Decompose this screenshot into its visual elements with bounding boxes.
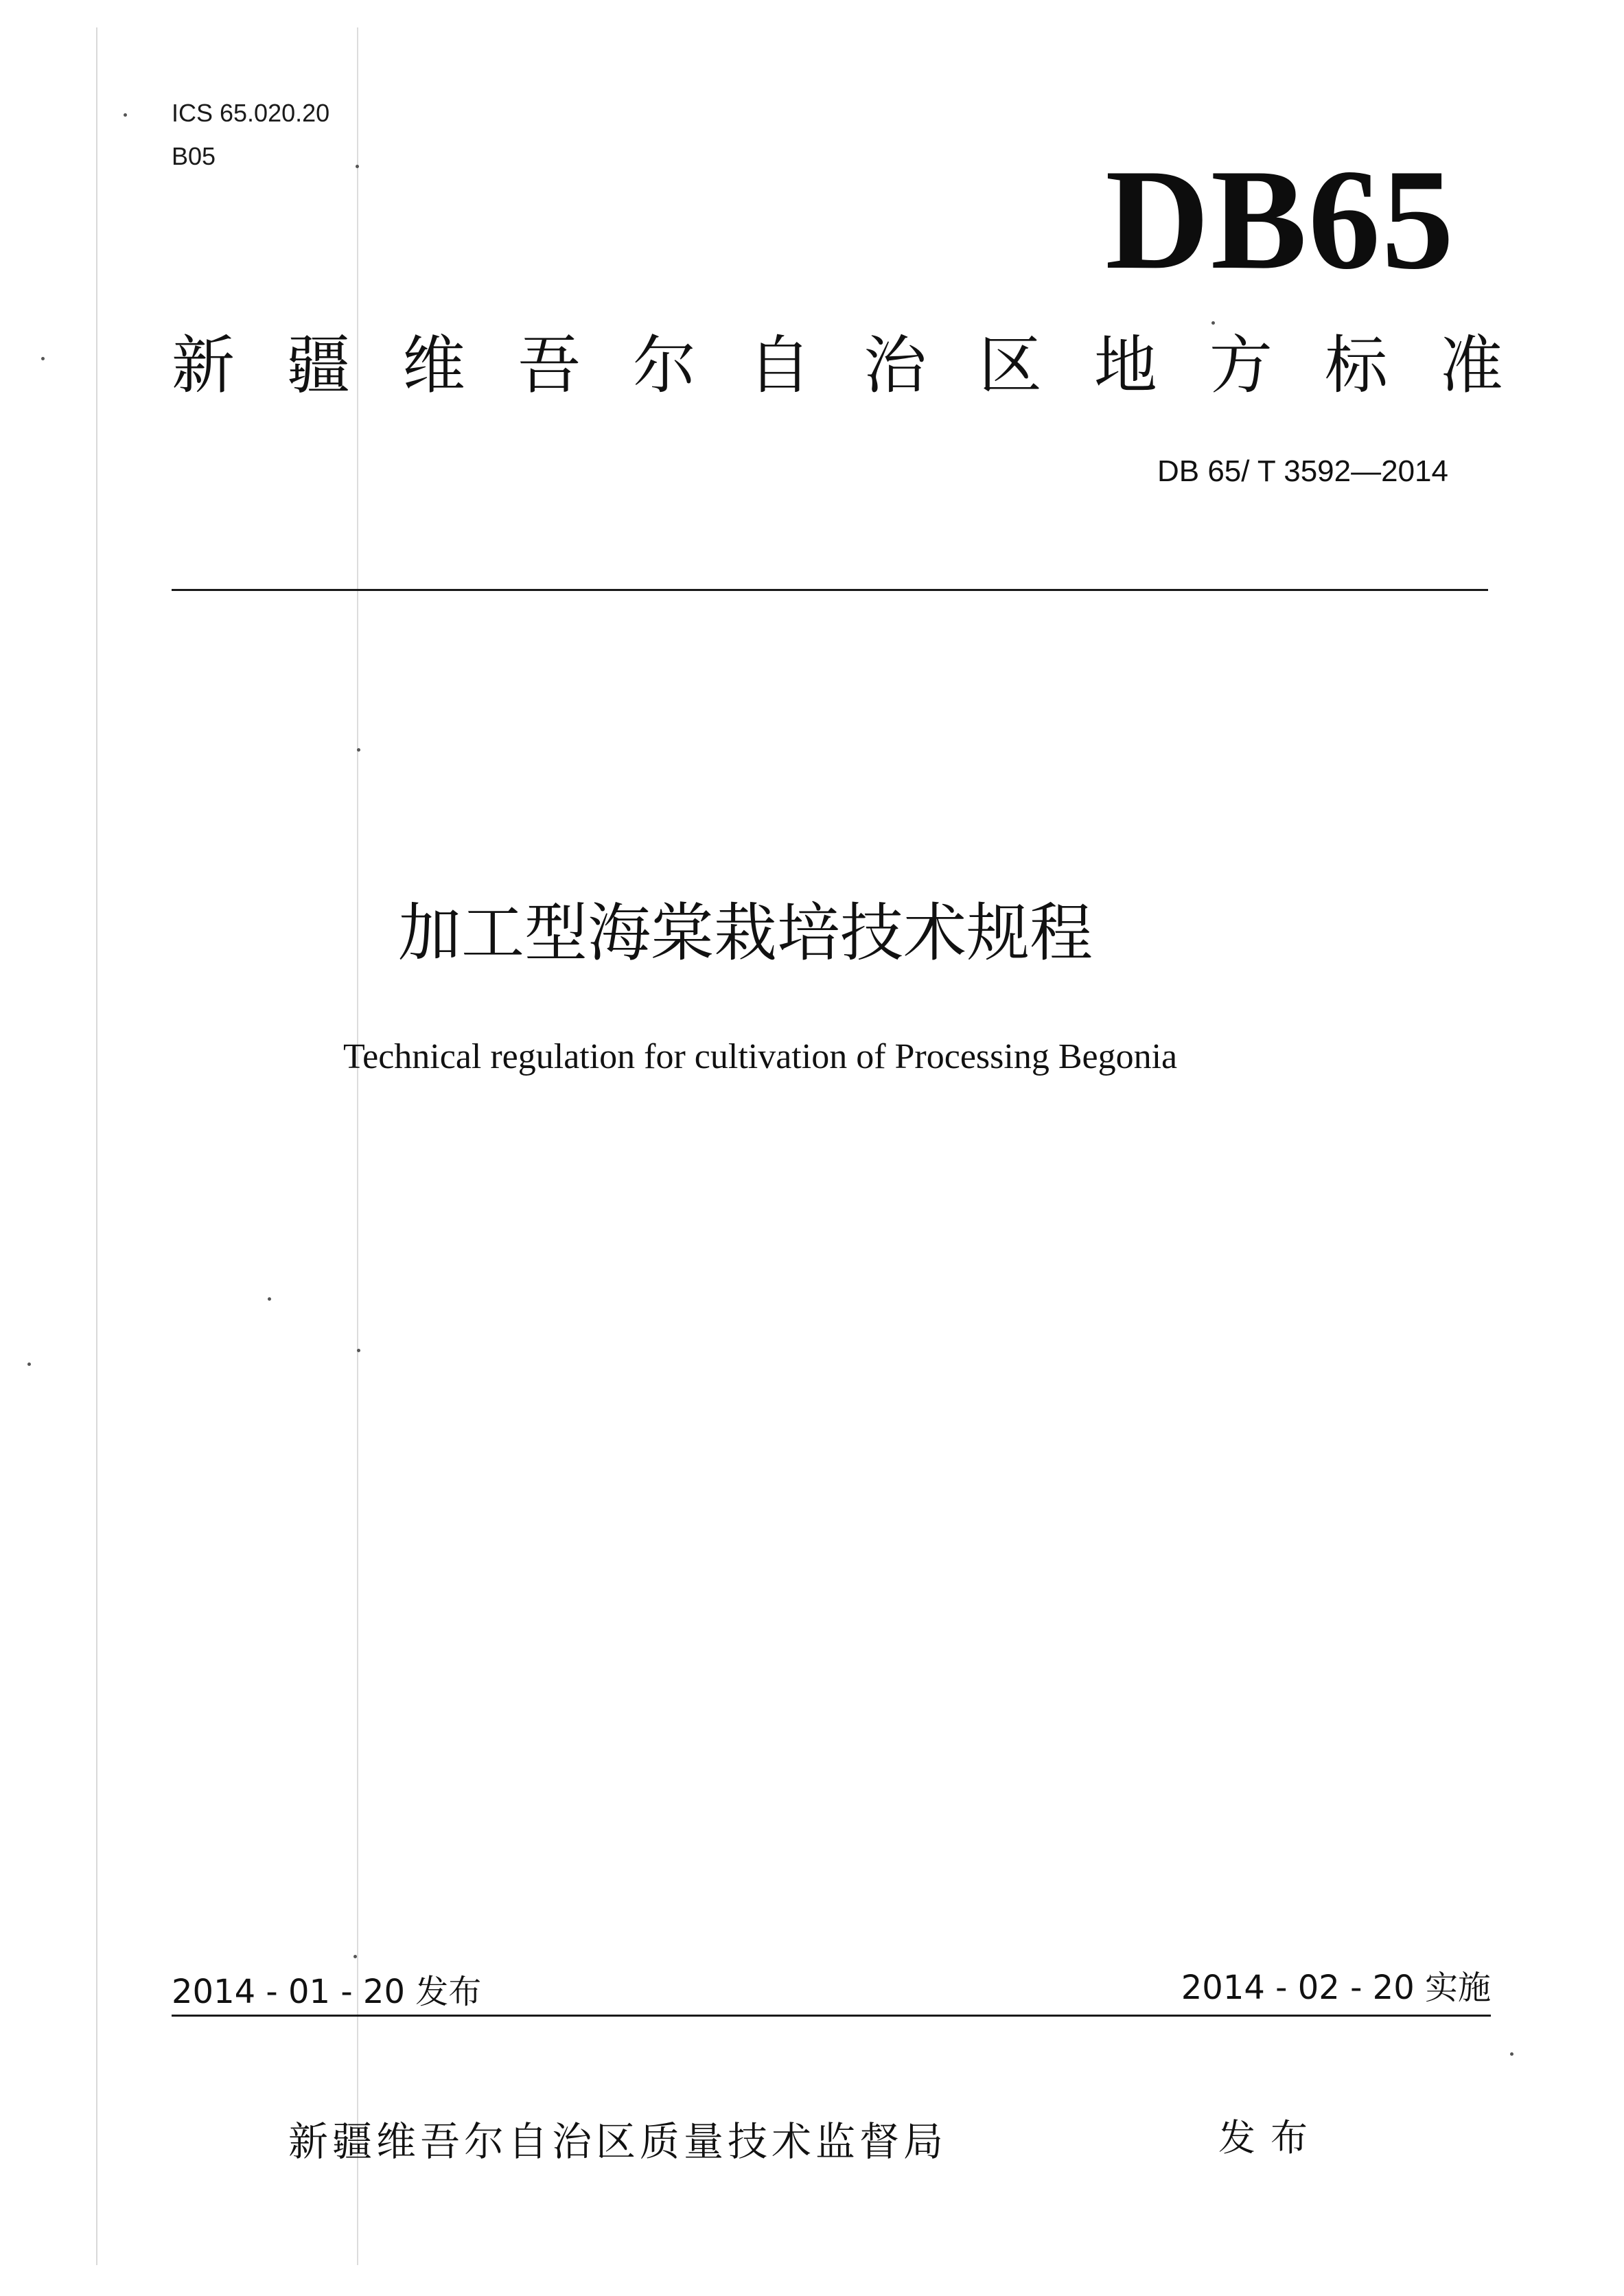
scan-speck bbox=[357, 748, 360, 752]
header-divider bbox=[172, 589, 1488, 591]
standard-type-char: 标 bbox=[1324, 329, 1388, 402]
standard-type-char: 区 bbox=[978, 329, 1042, 402]
ccs-code: B05 bbox=[172, 142, 216, 170]
scan-speck bbox=[268, 1297, 271, 1301]
scan-speck bbox=[41, 357, 45, 360]
scan-speck bbox=[1211, 321, 1215, 325]
standard-type-char: 自 bbox=[747, 329, 811, 402]
scan-speck bbox=[357, 1349, 360, 1352]
standard-type-char: 维 bbox=[402, 329, 465, 402]
title-english: Technical regulation for cultivation of Processing Begonia bbox=[343, 1037, 1178, 1076]
issue-label: 发布 bbox=[1218, 2116, 1323, 2159]
standard-type-label bbox=[172, 328, 1503, 404]
standard-type-char: 疆 bbox=[286, 329, 350, 402]
standard-type-char: 吾 bbox=[517, 329, 581, 402]
standard-type-char: 地 bbox=[1093, 329, 1157, 402]
standard-type-char: 新 bbox=[172, 329, 235, 402]
scan-speck bbox=[356, 165, 359, 168]
standard-number: DB 65/ T 3592—2014 bbox=[1157, 454, 1448, 488]
publish-date: 2014 - 01 - 20 发布 bbox=[172, 1973, 482, 2011]
standard-type-char: 治 bbox=[863, 329, 927, 402]
standard-type-char: 方 bbox=[1209, 329, 1273, 402]
scan-speck bbox=[27, 1362, 31, 1366]
title-chinese: 加工型海棠栽培技术规程 bbox=[398, 896, 1093, 970]
implement-date: 2014 - 02 - 20 实施 bbox=[1181, 1969, 1491, 2007]
ics-code: ICS 65.020.20 bbox=[172, 99, 330, 127]
scan-speck bbox=[353, 1955, 357, 1958]
standard-type-char: 准 bbox=[1439, 329, 1503, 402]
standard-brand-mark: DB65 bbox=[1105, 140, 1455, 299]
scan-speck bbox=[1510, 2052, 1513, 2056]
scan-artifact-left bbox=[96, 27, 97, 2265]
footer-divider bbox=[172, 2015, 1491, 2017]
scan-speck bbox=[124, 113, 127, 117]
issuing-authority: 新疆维吾尔自治区质量技术监督局 bbox=[288, 2118, 948, 2165]
standard-type-char: 尔 bbox=[632, 329, 696, 402]
